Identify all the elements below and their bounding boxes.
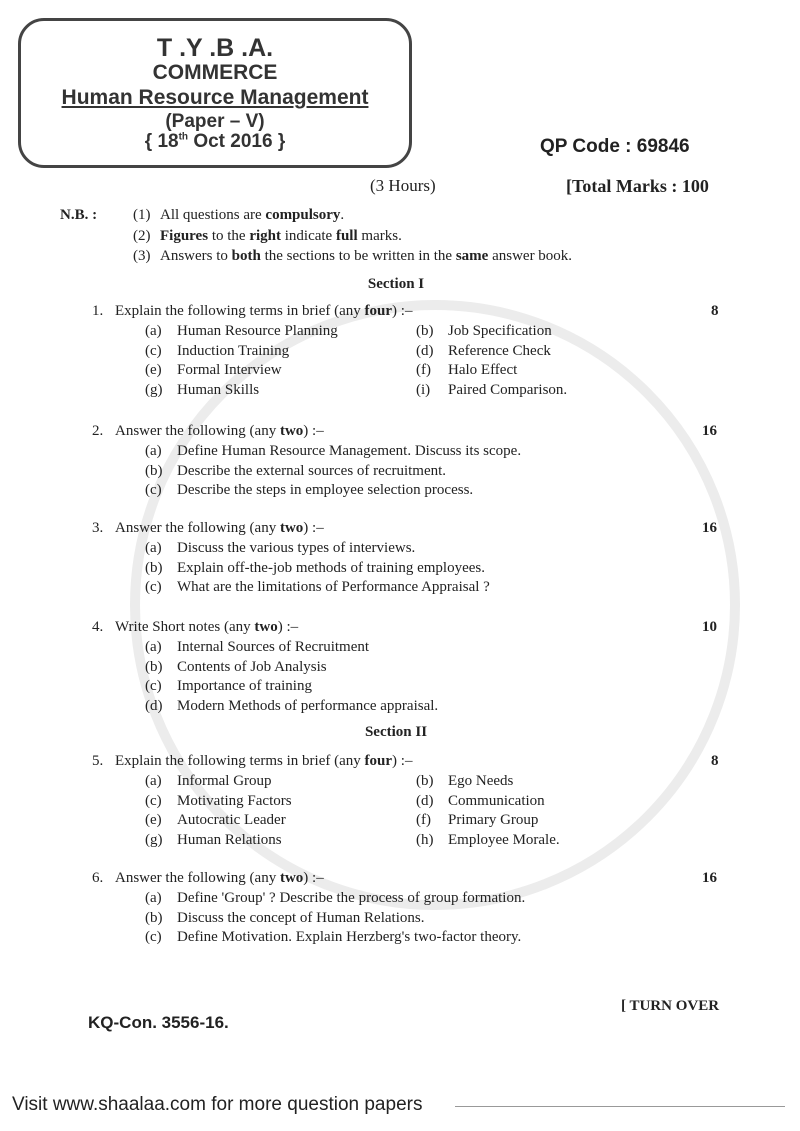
note-number: (1) (133, 207, 151, 223)
item-text: Paired Comparison. (448, 381, 568, 398)
item-text: Job Specification (448, 323, 552, 339)
stream-title: COMMERCE (152, 61, 278, 84)
item-label: (f) (416, 362, 431, 379)
paper-code: KQ-Con. 3556-16. (88, 1013, 229, 1032)
item-label: (b) (145, 462, 163, 479)
item-text: Define 'Group' ? Describe the process of group formation. (177, 890, 526, 906)
note-number: (2) (133, 228, 151, 244)
item-label: (b) (145, 658, 163, 675)
date-day: { 18 (144, 131, 179, 152)
item-label: (g) (145, 831, 163, 848)
question-marks: 16 (702, 520, 717, 536)
item-label: (c) (145, 929, 162, 946)
item-text: Autocratic Leader (177, 812, 286, 829)
item-label: (c) (145, 342, 162, 359)
question-text: Answer the following (any two) :– (115, 520, 324, 536)
item-text: Describe the external sources of recruitment. (177, 462, 447, 479)
item-label: (a) (145, 890, 162, 906)
item-label: (a) (145, 773, 162, 789)
item-label: (a) (145, 639, 162, 655)
item-text: Importance of training (177, 678, 312, 695)
item-text: Define Human Resource Management. Discuss its scope. (177, 443, 522, 459)
notes-label: N.B. : (60, 207, 98, 223)
item-label: (d) (145, 697, 163, 714)
item-text: Communication (448, 792, 545, 809)
section-heading: Section I (367, 276, 425, 292)
subject-row (18, 86, 412, 110)
item-label: (c) (145, 482, 162, 499)
item-label: (a) (145, 443, 162, 459)
question-text: Answer the following (any two) :– (115, 423, 324, 439)
question-number: 2. (92, 423, 104, 439)
item-label: (i) (416, 381, 431, 398)
question-text: Write Short notes (any two) :– (115, 619, 299, 635)
note-text: All questions are compulsory. (160, 207, 345, 223)
item-label: (b) (416, 773, 434, 789)
item-label: (c) (145, 792, 162, 809)
qp-code: QP Code : 69846 (540, 136, 690, 157)
question-number: 4. (92, 619, 104, 635)
section-heading: Section II (364, 724, 428, 740)
item-label: (b) (145, 909, 163, 926)
exam-date (18, 131, 412, 153)
course-title: T .Y .B .A. (156, 34, 274, 62)
item-text: Motivating Factors (177, 792, 292, 809)
item-text: Reference Check (448, 342, 551, 359)
question-marks: 16 (702, 870, 717, 886)
subject-title: Human Resource Management (61, 86, 369, 109)
item-text: Internal Sources of Recruitment (177, 639, 370, 655)
item-label: (d) (416, 792, 434, 809)
turn-over: [ TURN OVER (621, 998, 720, 1014)
item-text: Define Motivation. Explain Herzberg's two-factor theory. (177, 929, 522, 946)
item-text: Human Resource Planning (177, 323, 338, 339)
note-number: (3) (133, 248, 151, 264)
item-text: Human Skills (177, 381, 260, 398)
date-suffix-sup: th (178, 131, 189, 143)
item-label: (g) (145, 381, 163, 398)
item-label: (e) (145, 362, 162, 379)
item-text: Formal Interview (177, 362, 282, 379)
item-text: Informal Group (177, 773, 272, 789)
item-label: (c) (145, 579, 162, 596)
question-marks: 10 (702, 619, 717, 635)
item-text: Contents of Job Analysis (177, 658, 327, 675)
question-text: Explain the following terms in brief (any four) :– (115, 753, 413, 769)
footer-link[interactable]: Visit www.shaalaa.com for more question papers (12, 1094, 423, 1115)
question-marks: 16 (702, 423, 717, 439)
question-number: 1. (92, 303, 104, 319)
date-rest: Oct 2016 } (188, 131, 286, 152)
item-text: Human Relations (177, 831, 282, 848)
duration: (3 Hours) (370, 176, 436, 195)
item-label: (c) (145, 678, 162, 695)
item-text: Discuss the various types of interviews. (177, 540, 416, 556)
question-number: 3. (92, 520, 104, 536)
question-marks: 8 (711, 753, 719, 769)
question-marks: 8 (711, 303, 719, 319)
item-label: (a) (145, 323, 162, 339)
item-text: Induction Training (177, 342, 290, 359)
footer-rule (455, 1106, 785, 1107)
item-label: (f) (416, 812, 431, 829)
paper-number: (Paper – V) (165, 111, 265, 132)
note-text: Answers to both the sections to be written in the same answer book. (160, 248, 573, 264)
item-text: Employee Morale. (448, 831, 560, 848)
item-text: What are the limitations of Performance Appraisal ? (177, 579, 490, 596)
question-text: Answer the following (any two) :– (115, 870, 324, 886)
item-text: Ego Needs (448, 773, 514, 789)
item-text: Discuss the concept of Human Relations. (177, 909, 425, 926)
item-label: (d) (416, 342, 434, 359)
item-text: Halo Effect (448, 362, 518, 379)
item-text: Describe the steps in employee selection process. (177, 482, 474, 499)
item-text: Modern Methods of performance appraisal. (177, 697, 439, 714)
item-label: (b) (416, 323, 434, 339)
item-label: (b) (145, 559, 163, 576)
question-number: 6. (92, 870, 104, 886)
item-text: Explain off-the-job methods of training employees. (177, 559, 485, 576)
note-text: Figures to the right indicate full marks. (160, 228, 402, 244)
item-text: Primary Group (448, 812, 539, 829)
question-number: 5. (92, 753, 104, 769)
item-label: (h) (416, 831, 434, 848)
total-marks: [Total Marks : 100 (566, 176, 709, 196)
item-label: (a) (145, 540, 162, 556)
question-text: Explain the following terms in brief (any four) :– (115, 303, 413, 319)
item-label: (e) (145, 812, 162, 829)
